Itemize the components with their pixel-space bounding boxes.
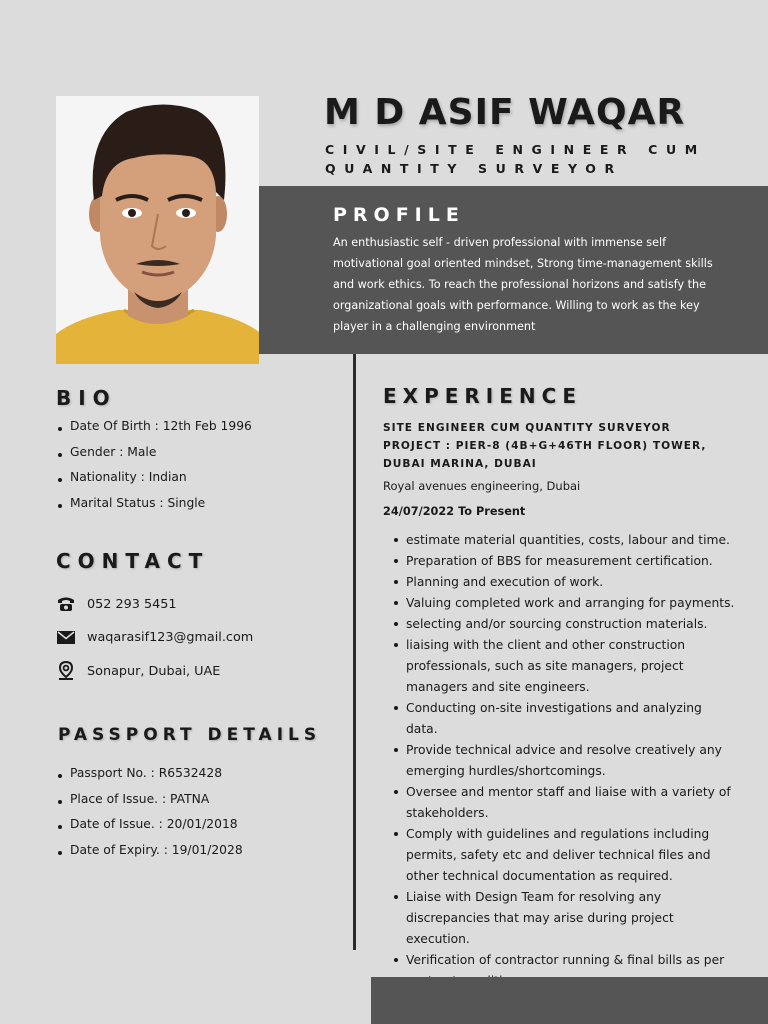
bio-item: Gender : Male [56,445,252,471]
location-pin-icon [56,661,76,681]
passport-item: Passport No. : R6532428 [56,766,243,792]
duty-item: Preparation of BBS for measurement certification. [392,551,737,572]
phone-icon [56,594,76,614]
passport-item: Place of Issue. : PATNA [56,792,243,818]
experience-project: PROJECT : PIER-8 (4B+G+46TH FLOOR) TOWER, DUBAI MARINA, DUBAI [383,440,707,470]
passport-heading: PASSPORT DETAILS [58,725,322,745]
duty-item: Liaise with Design Team for resolving any discrepancies that may arise during project execution. [392,887,737,950]
passport-item: Date of Issue. : 20/01/2018 [56,817,243,843]
profile-heading: PROFILE [333,204,465,226]
contact-phone [56,593,177,615]
duty-item: estimate material quantities, costs, labour and time. [392,530,737,551]
profile-photo [56,96,259,364]
profile-text: An enthusiastic self - driven professional with immense self motivational goal oriented mindset, Strong time-management skills and work ethics. To reach the professional horizons and satisfy the organizational goals with performance. Willing to work as the key player in a challenging environment [333,236,713,333]
duty-item: selecting and/or sourcing construction materials. [392,614,737,635]
contact-heading: CONTACT [56,549,210,573]
candidate-name: M D ASIF WAQAR [324,92,686,133]
mail-icon [56,627,76,647]
duty-item: Oversee and mentor staff and liaise with a variety of stakeholders. [392,782,737,824]
bio-item: Nationality : Indian [56,470,252,496]
contact-location [56,660,220,682]
profile-section [259,186,768,354]
email-address[interactable]: waqarasif123@gmail.com [87,629,254,645]
passport-item: Date of Expiry. : 19/01/2028 [56,843,243,869]
duties-list [392,530,737,992]
contact-email [56,626,253,648]
experience-heading: EXPERIENCE [383,384,582,408]
experience-role-block [383,419,733,473]
job-title: CIVIL/SITE ENGINEER CUM QUANTITY SURVEYOR [325,142,706,176]
location-text: Sonapur, Dubai, UAE [87,663,221,679]
duty-item: Valuing completed work and arranging for payments. [392,593,737,614]
bio-item: Marital Status : Single [56,496,252,522]
phone-number[interactable]: 052 293 5451 [87,596,177,612]
experience-date: 24/07/2022 To Present [383,505,526,518]
duty-item: Conducting on-site investigations and analyzing data. [392,698,737,740]
bio-list [56,419,252,522]
bio-heading: BIO [56,386,117,410]
footer-bar [371,977,768,1024]
column-divider [353,354,356,950]
duty-item: Provide technical advice and resolve creatively any emerging hurdles/shortcomings. [392,740,737,782]
experience-role: SITE ENGINEER CUM QUANTITY SURVEYOR [383,422,671,434]
duty-item: Planning and execution of work. [392,572,737,593]
duty-item: liaising with the client and other construction professionals, such as site managers, project managers and site engineers. [392,635,737,698]
duty-item: Comply with guidelines and regulations including permits, safety etc and deliver technical files and other technical documentation as required. [392,824,737,887]
duty-item: Verification of contractor running & final bills as per [392,950,737,992]
bio-item: Date Of Birth : 12th Feb 1996 [56,419,252,445]
passport-list [56,766,243,869]
experience-company: Royal avenues engineering, Dubai [383,479,581,493]
